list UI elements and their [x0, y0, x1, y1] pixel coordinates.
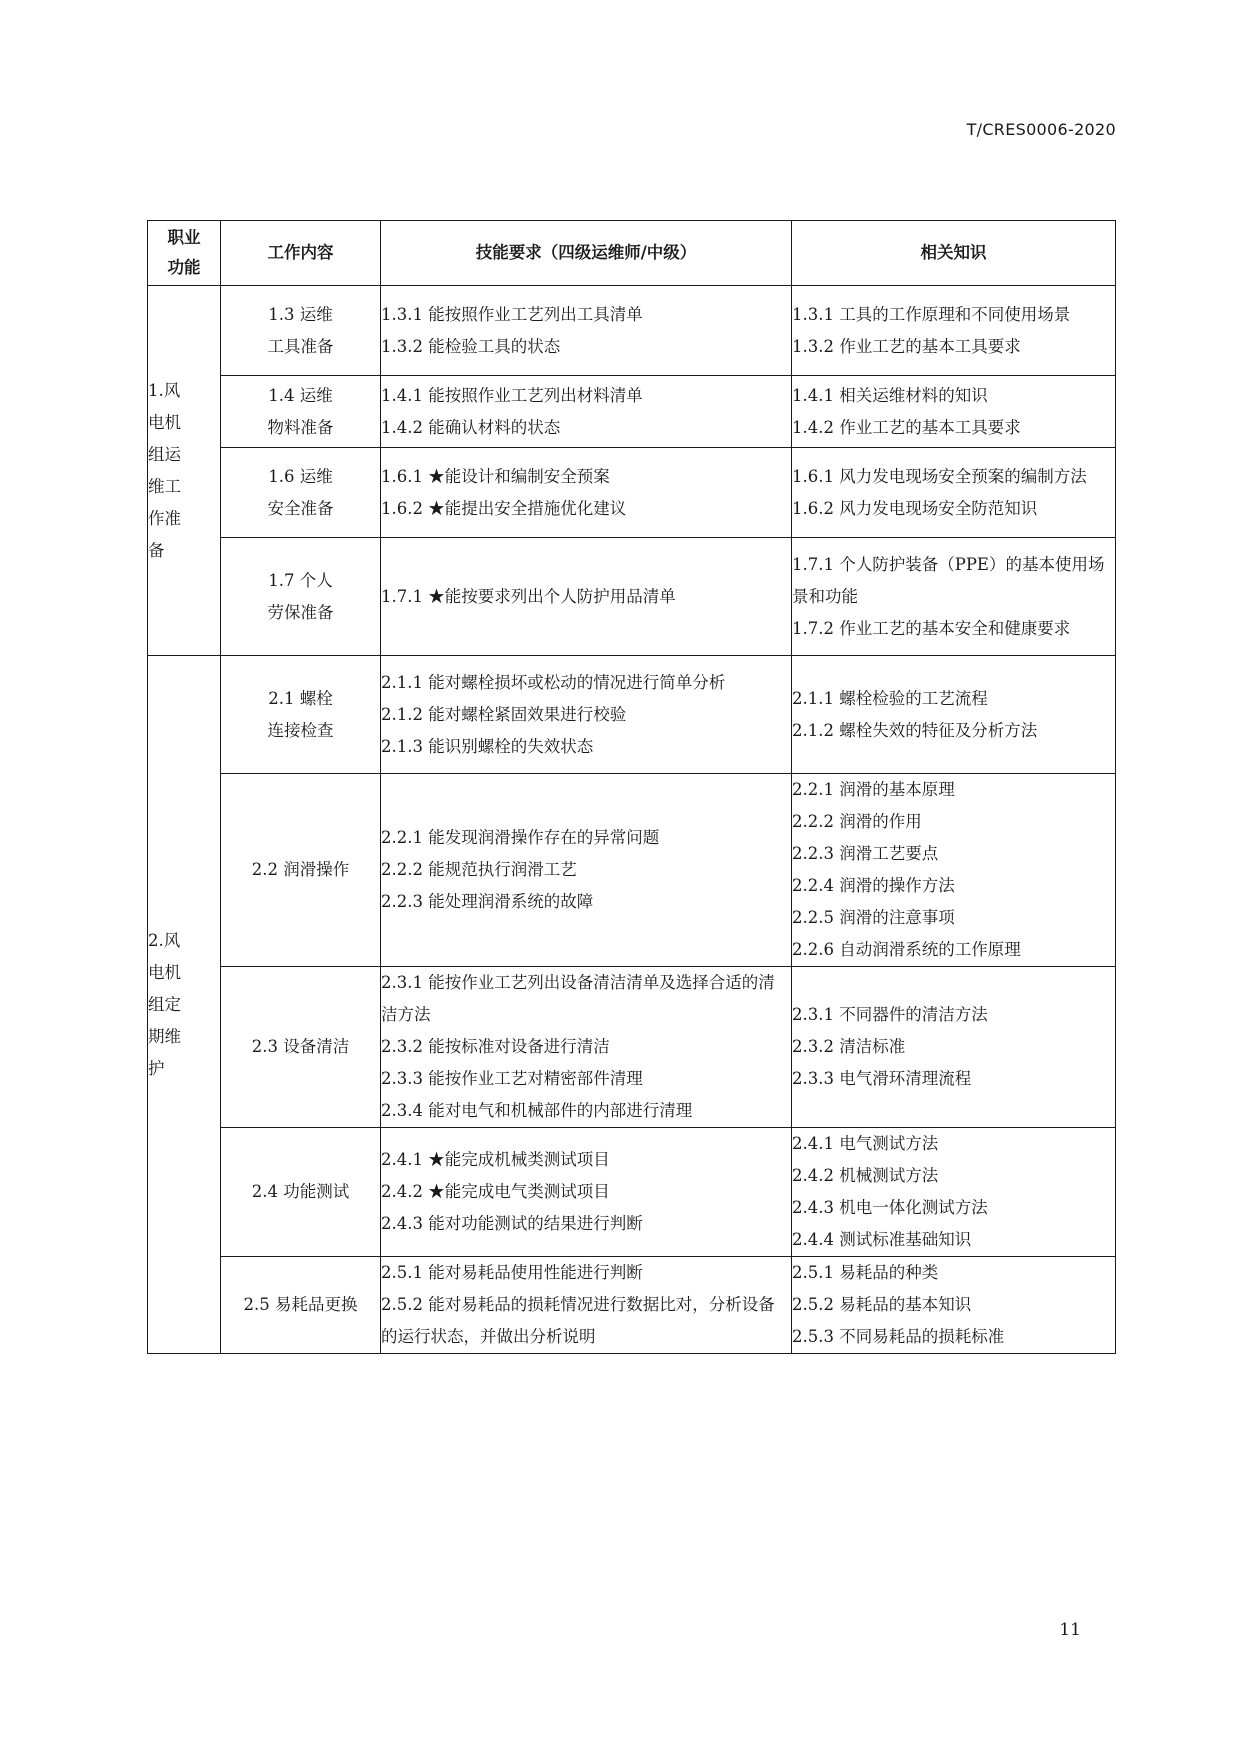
work-content-cell	[221, 448, 381, 538]
skill-cell	[381, 448, 792, 538]
function-label: 2.风电机组定期维护	[148, 930, 181, 1078]
cell-line: 1.3.2 能检验工具的状态	[381, 336, 561, 356]
cell-line: 2.3.1 不同器件的清洁方法	[792, 1005, 988, 1024]
header-skill-requirements: 技能要求（四级运维师/中级）	[381, 221, 792, 286]
cell-line: 2.4.4 测试标准基础知识	[792, 1230, 972, 1249]
cell-line: 1.3.1 能按照作业工艺列出工具清单	[381, 304, 643, 324]
function-label: 1.风电机组运维工作准备	[148, 380, 181, 560]
work-content-cell	[221, 656, 381, 774]
cell-line: 2.1 螺栓	[268, 688, 333, 708]
skill-cell	[381, 1257, 792, 1354]
cell-line: 2.1.3 能识别螺栓的失效状态	[381, 736, 594, 756]
cell-line: 2.1.2 能对螺栓紧固效果进行校验	[381, 704, 627, 724]
skill-requirements-table	[147, 220, 1116, 1354]
cell-line: 2.2 润滑操作	[251, 860, 350, 879]
table-row	[148, 1128, 1116, 1257]
cell-line: 2.4.2 ★能完成电气类测试项目	[381, 1182, 610, 1201]
page-number: 11	[1059, 1620, 1081, 1640]
skill-cell	[381, 376, 792, 448]
cell-line: 1.4.2 能确认材料的状态	[381, 417, 561, 437]
cell-line: 2.1.2 螺栓失效的特征及分析方法	[792, 720, 1038, 740]
table-row	[148, 774, 1116, 967]
cell-line: 1.3 运维	[268, 304, 333, 324]
cell-line: 2.2.2 润滑的作用	[792, 812, 922, 831]
cell-line: 2.2.1 润滑的基本原理	[792, 780, 955, 799]
cell-line: 2.3.3 电气滑环清理流程	[792, 1069, 972, 1088]
table-row	[148, 376, 1116, 448]
table-row	[148, 656, 1116, 774]
work-content-cell	[221, 967, 381, 1128]
cell-line: 2.5.2 能对易耗品的损耗情况进行数据比对，分析设备的运行状态，并做出分析说明	[381, 1295, 775, 1346]
cell-line: 2.2.2 能规范执行润滑工艺	[381, 860, 577, 879]
cell-line: 2.4.1 电气测试方法	[792, 1134, 939, 1153]
knowledge-cell	[792, 286, 1116, 376]
knowledge-cell	[792, 1257, 1116, 1354]
cell-line: 劳保准备	[267, 602, 334, 622]
work-content-cell	[221, 1128, 381, 1257]
cell-line: 2.5.2 易耗品的基本知识	[792, 1295, 972, 1314]
cell-line: 1.3.1 工具的工作原理和不同使用场景	[792, 304, 1071, 324]
cell-line: 2.2.6 自动润滑系统的工作原理	[792, 940, 1021, 959]
knowledge-cell	[792, 448, 1116, 538]
cell-line: 物料准备	[267, 417, 334, 437]
cell-line: 1.6.2 ★能提出安全措施优化建议	[381, 498, 627, 518]
work-content-cell	[221, 538, 381, 656]
cell-line: 2.5 易耗品更换	[243, 1295, 358, 1314]
table-header-row	[148, 221, 1116, 286]
knowledge-cell	[792, 538, 1116, 656]
skill-cell	[381, 774, 792, 967]
cell-line: 2.3.3 能按作业工艺对精密部件清理	[381, 1069, 643, 1088]
cell-line: 2.5.1 易耗品的种类	[792, 1263, 939, 1282]
cell-line: 2.4.3 能对功能测试的结果进行判断	[381, 1214, 643, 1233]
knowledge-cell	[792, 967, 1116, 1128]
skill-cell	[381, 538, 792, 656]
cell-line: 2.2.3 能处理润滑系统的故障	[381, 892, 594, 911]
cell-line: 2.4.1 ★能完成机械类测试项目	[381, 1150, 610, 1169]
cell-line: 2.4 功能测试	[251, 1182, 350, 1201]
cell-line: 2.3.2 清洁标准	[792, 1037, 906, 1056]
table-row	[148, 286, 1116, 376]
table-row	[148, 448, 1116, 538]
cell-line: 2.5.1 能对易耗品使用性能进行判断	[381, 1263, 643, 1282]
cell-line: 2.3.4 能对电气和机械部件的内部进行清理	[381, 1101, 693, 1120]
cell-line: 2.3.1 能按作业工艺列出设备清洁清单及选择合适的清洁方法	[381, 973, 775, 1024]
skill-cell	[381, 286, 792, 376]
cell-line: 1.6.2 风力发电现场安全防范知识	[792, 498, 1038, 518]
cell-line: 1.7.1 个人防护装备（PPE）的基本使用场景和功能	[792, 554, 1105, 606]
cell-line: 1.4.1 能按照作业工艺列出材料清单	[381, 385, 643, 405]
work-content-cell	[221, 1257, 381, 1354]
cell-line: 2.1.1 能对螺栓损坏或松动的情况进行简单分析	[381, 672, 726, 692]
function-cell	[148, 286, 221, 656]
cell-line: 2.2.1 能发现润滑操作存在的异常问题	[381, 828, 660, 847]
skill-cell	[381, 967, 792, 1128]
cell-line: 1.7.1 ★能按要求列出个人防护用品清单	[381, 586, 676, 606]
cell-line: 工具准备	[267, 336, 334, 356]
function-cell	[148, 656, 221, 1354]
knowledge-cell	[792, 656, 1116, 774]
cell-line: 安全准备	[267, 498, 334, 518]
cell-line: 2.3.2 能按标准对设备进行清洁	[381, 1037, 610, 1056]
table-row	[148, 1257, 1116, 1354]
cell-line: 2.4.2 机械测试方法	[792, 1166, 939, 1185]
header-function: 职业功能	[148, 221, 221, 286]
cell-line: 连接检查	[267, 720, 334, 740]
cell-line: 2.2.5 润滑的注意事项	[792, 908, 955, 927]
table-row	[148, 967, 1116, 1128]
cell-line: 1.4.2 作业工艺的基本工具要求	[792, 417, 1021, 437]
document-code: T/CRES0006-2020	[966, 120, 1116, 139]
table-row	[148, 538, 1116, 656]
cell-line: 2.2.4 润滑的操作方法	[792, 876, 955, 895]
cell-line: 1.7 个人	[268, 570, 333, 590]
knowledge-cell	[792, 376, 1116, 448]
header-related-knowledge: 相关知识	[792, 221, 1116, 286]
cell-line: 2.3 设备清洁	[251, 1037, 350, 1056]
cell-line: 1.6.1 ★能设计和编制安全预案	[381, 466, 610, 486]
cell-line: 1.7.2 作业工艺的基本安全和健康要求	[792, 618, 1071, 638]
cell-line: 1.6.1 风力发电现场安全预案的编制方法	[792, 466, 1087, 486]
knowledge-cell	[792, 1128, 1116, 1257]
skill-cell	[381, 656, 792, 774]
cell-line: 1.4.1 相关运维材料的知识	[792, 385, 988, 405]
header-work-content: 工作内容	[221, 221, 381, 286]
cell-line: 2.1.1 螺栓检验的工艺流程	[792, 688, 988, 708]
cell-line: 2.4.3 机电一体化测试方法	[792, 1198, 988, 1217]
work-content-cell	[221, 774, 381, 967]
table-body	[148, 286, 1116, 1354]
cell-line: 1.4 运维	[268, 385, 333, 405]
work-content-cell	[221, 286, 381, 376]
cell-line: 1.6 运维	[268, 466, 333, 486]
skill-cell	[381, 1128, 792, 1257]
knowledge-cell	[792, 774, 1116, 967]
cell-line: 2.5.3 不同易耗品的损耗标准	[792, 1327, 1005, 1346]
cell-line: 2.2.3 润滑工艺要点	[792, 844, 939, 863]
cell-line: 1.3.2 作业工艺的基本工具要求	[792, 336, 1021, 356]
work-content-cell	[221, 376, 381, 448]
